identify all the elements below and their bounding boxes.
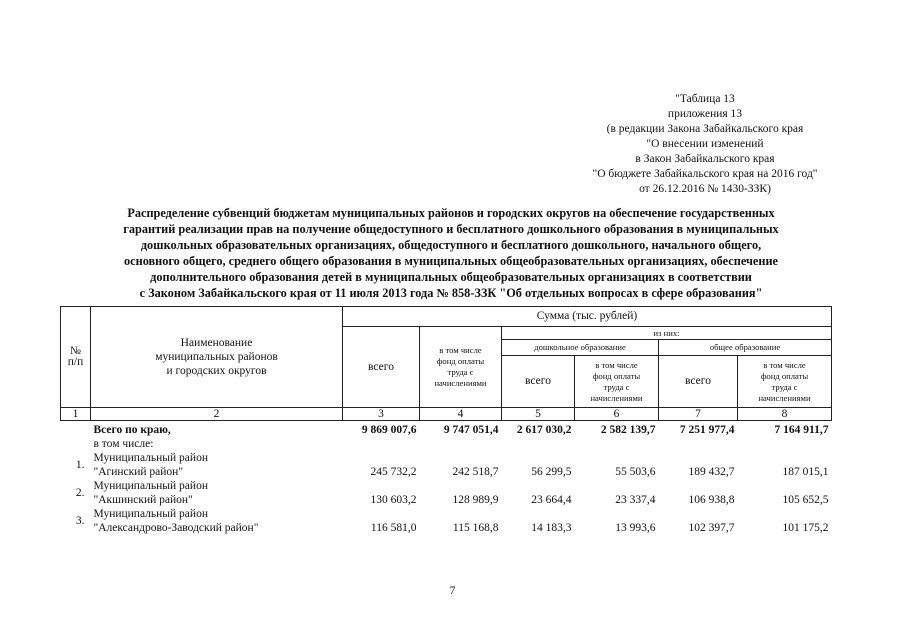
column-header-general-total: всего (659, 356, 738, 408)
column-header-general-payroll: в том числе фонд оплаты труда с начислениями (738, 356, 832, 408)
title-line: дошкольных образовательных организациях, общедоступного и бесплатного дошкольного, начального общего, (140, 238, 762, 252)
row-number: 2. (75, 487, 85, 499)
cell-value: 130 603,2 (370, 494, 417, 506)
cell-value: 9 747 051,4 (443, 424, 499, 436)
title-line: основного общего, среднего общего образования в муниципальных общеобразовательных организациях, обеспечение (124, 254, 778, 268)
cell-value: 23 664,4 (531, 494, 572, 506)
document-title (50, 205, 852, 301)
cell-value: 189 432,7 (688, 466, 735, 478)
note-line: "Таблица 13 (675, 93, 735, 105)
column-number: 6 (575, 408, 659, 421)
column-header-payroll: в том числе фонд оплаты труда с начислениями (420, 327, 502, 408)
total-sublabel: в том числе: (93, 438, 154, 450)
row-name-line2: "Александрово-Заводский район" (93, 522, 259, 534)
column-header-general: общее образование (659, 340, 832, 356)
row-number: 1. (75, 459, 85, 471)
note-line: в Закон Забайкальского края (635, 153, 775, 165)
column-number: 1 (61, 408, 91, 421)
page-number: 7 (449, 585, 456, 597)
appendix-reference-note (555, 92, 855, 197)
title-line: гарантий реализации прав на получение общедоступного и бесплатного дошкольного образования в муниципальных (123, 222, 779, 236)
column-number: 3 (343, 408, 420, 421)
cell-value: 2 617 030,2 (516, 424, 572, 436)
column-number: 4 (420, 408, 502, 421)
table-row (61, 451, 832, 479)
cell-value: 116 581,0 (370, 522, 417, 534)
title-line: дополнительного образования детей в муниципальных общеобразовательных организациях в соответствии (150, 270, 752, 284)
row-name-line2: "Акшинский район" (93, 494, 193, 506)
cell-value: 115 168,8 (452, 522, 499, 534)
column-header-preschool: дошкольное образование (502, 340, 659, 356)
table-row-total (61, 421, 832, 452)
column-number: 7 (659, 408, 738, 421)
column-number: 8 (738, 408, 832, 421)
subvention-table (60, 306, 832, 535)
cell-value: 7 164 911,7 (774, 424, 829, 436)
column-header-sum: Сумма (тыс. рублей) (343, 307, 832, 327)
table-row (61, 507, 832, 535)
column-header-name: Наименование муниципальных районов и городских округов (91, 307, 343, 408)
row-name-line1: Муниципальный район (93, 452, 208, 464)
cell-value: 56 299,5 (531, 466, 572, 478)
note-line: "О внесении изменений (646, 138, 764, 150)
note-line: от 26.12.2016 № 1430-ЗЗК) (639, 183, 771, 195)
row-name-line1: Муниципальный район (93, 508, 208, 520)
cell-value: 23 337,4 (615, 494, 656, 506)
note-line: (в редакции Закона Забайкальского края (606, 123, 804, 135)
column-number: 2 (91, 408, 343, 421)
cell-value: 242 518,7 (452, 466, 499, 478)
column-number-row (61, 408, 832, 421)
column-header-of-which: из них: (502, 327, 832, 340)
table-row (61, 479, 832, 507)
note-line: приложения 13 (667, 108, 743, 120)
note-line: "О бюджете Забайкальского края на 2016 год" (592, 168, 818, 180)
cell-value: 245 732,2 (370, 466, 417, 478)
title-line: с Законом Забайкальского края от 11 июля 2013 года № 858-ЗЗК "Об отдельных вопросах в сфере образования" (139, 286, 763, 300)
row-name-line1: Муниципальный район (93, 480, 208, 492)
row-number: 3. (75, 515, 85, 527)
cell-value: 128 989,9 (452, 494, 499, 506)
cell-value: 13 993,6 (615, 522, 656, 534)
cell-value: 7 251 977,4 (679, 424, 735, 436)
title-line: Распределение субвенций бюджетам муниципальных районов и городских округов на обеспечение государственных (127, 206, 775, 220)
cell-value: 101 175,2 (782, 522, 829, 534)
cell-value: 106 938,8 (688, 494, 735, 506)
cell-value: 14 183,3 (531, 522, 572, 534)
cell-value: 105 652,5 (782, 494, 829, 506)
cell-value: 187 015,1 (782, 466, 829, 478)
cell-value: 55 503,6 (615, 466, 656, 478)
column-number: 5 (502, 408, 575, 421)
cell-value: 2 582 139,7 (600, 424, 656, 436)
total-label: Всего по краю, (93, 424, 171, 436)
column-header-number: № п/п (61, 307, 91, 408)
row-name-line2: "Агинский район" (93, 466, 184, 478)
cell-value: 102 397,7 (688, 522, 735, 534)
cell-value: 9 869 007,6 (361, 424, 417, 436)
column-header-preschool-total: всего (502, 356, 575, 408)
column-header-total: всего (343, 327, 420, 408)
column-header-preschool-payroll: в том числе фонд оплаты труда с начислениями (575, 356, 659, 408)
